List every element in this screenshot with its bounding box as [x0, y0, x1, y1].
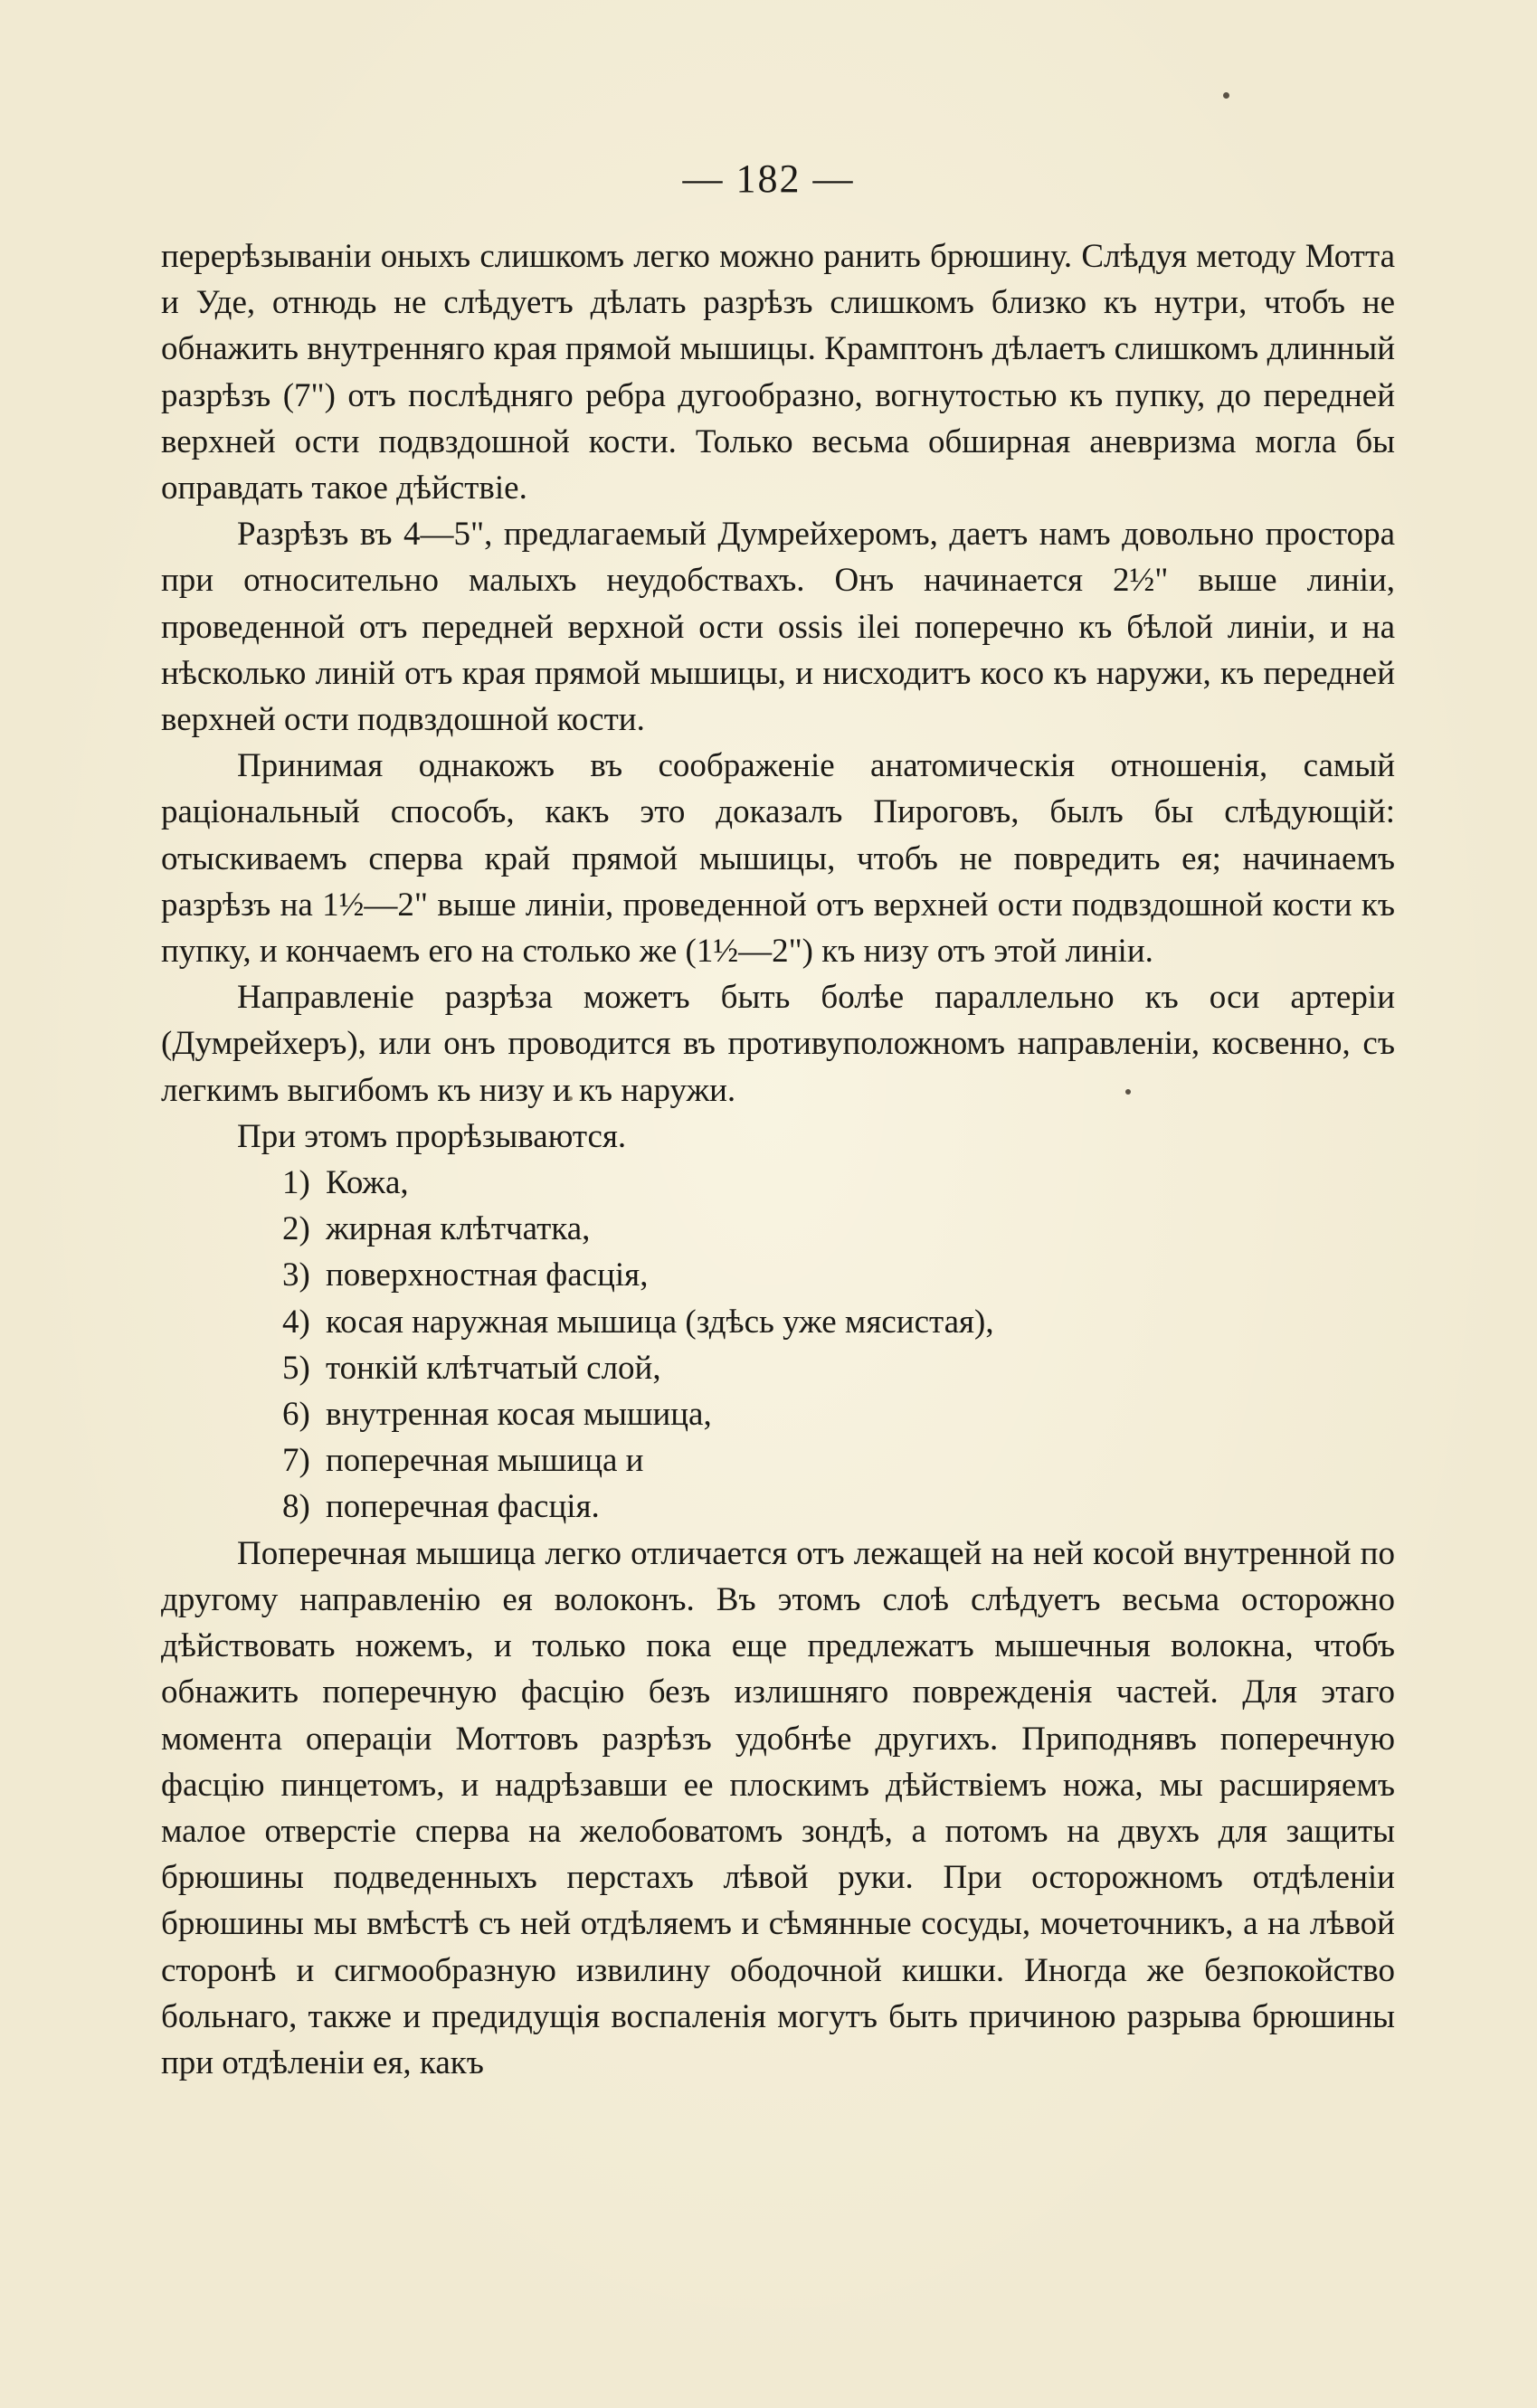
list-text: тонкій клѣтчатый слой, [326, 1349, 661, 1387]
list-text: поперечная фасція. [326, 1488, 600, 1526]
list-item [161, 1252, 1395, 1298]
paragraph: Направленіе разрѣза можетъ быть болѣе параллельно къ оси артеріи (Думрейхеръ), или онъ проводится въ противуположномъ направленіи, косвенно, съ легкимъ выгибомъ къ низу и къ наружи. [161, 979, 1395, 1109]
list-text: поперечная мышица и [326, 1442, 644, 1480]
list-number: 3) [282, 1256, 310, 1294]
paragraph: Поперечная мышица легко отличается отъ лежащей на ней косой внутренной по другому направленію ея волоконъ. Въ этомъ слоѣ слѣдуетъ весьма осторожно дѣйствовать ножемъ, и только пока еще предлежатъ мышечныя волокна, чтобъ обнажить поперечную фасцію безъ излишняго поврежденія частей. Для этаго момента операціи Моттовъ разрѣзъ удобнѣе другихъ. Приподнявъ поперечную фасцію пинцетомъ, и надрѣзавши ее плоскимъ дѣйствіемъ ножа, мы расширяемъ малое отверстіе сперва на желобоватомъ зондѣ, а потомъ на двухъ для защиты брюшины подведенныхъ перстахъ лѣвой руки. При осторожномъ отдѣленіи брюшины мы вмѣстѣ съ ней отдѣляемъ и сѣмянные сосуды, мочеточникъ, а на лѣвой сторонѣ и сигмообразную извилину ободочной кишки. Иногда же безпокойство больнаго, также и предидущія воспаленія могутъ быть причиною разрыва брюшины при отдѣленіи ея, какъ [161, 1534, 1395, 2081]
list-number: 1) [282, 1164, 310, 1202]
list-number: 5) [282, 1349, 310, 1387]
page-number: — 182 — [682, 156, 855, 201]
paragraphs-before [161, 233, 1395, 1160]
list-number: 4) [282, 1303, 310, 1341]
list-text: поверхностная фасція, [326, 1256, 649, 1294]
ink-speck [1223, 92, 1229, 99]
list-item [161, 1299, 1395, 1345]
list-number: 8) [282, 1488, 310, 1526]
list-item [161, 1345, 1395, 1391]
paragraph: перерѣзываніи оныхъ слишкомъ легко можно ранить брюшину. Слѣдуя методу Мотта и Уде, отнюдь не слѣдуетъ дѣлать разрѣзъ слишкомъ близко къ нутри, чтобъ не обнажить внутренняго края прямой мышицы. Крамптонъ дѣлаетъ слишкомъ длинный разрѣзъ (7") отъ послѣдняго ребра дугообразно, вогнутостью къ пупку, до передней верхней ости подвздошной кости. Только весьма обширная аневризма могла бы оправдать такое дѣйствіе. [161, 238, 1395, 507]
list-item [161, 1484, 1395, 1530]
list-text: жирная клѣтчатка, [326, 1210, 591, 1248]
list-item [161, 1437, 1395, 1484]
paragraph: Разрѣзъ въ 4—5", предлагаемый Думрейхеромъ, даетъ намъ довольно простора при относительно малыхъ неудобствахъ. Онъ начинается 2½" выше линіи, проведенной отъ передней верхной ости ossis ilei поперечно къ бѣлой линіи, и на нѣсколько линій отъ края прямой мышицы, и нисходитъ косо къ наружи, къ передней верхней ости подвздошной кости. [161, 516, 1395, 739]
paragraphs-after [161, 1531, 1395, 2086]
body-text [161, 233, 1395, 2086]
list-number: 2) [282, 1210, 310, 1248]
list-number: 6) [282, 1396, 310, 1434]
list-number: 7) [282, 1442, 310, 1480]
list-item [161, 1391, 1395, 1437]
paragraph: При этомъ прорѣзываются. [237, 1117, 627, 1155]
list-item [161, 1160, 1395, 1206]
list-item [161, 1206, 1395, 1252]
list-text: Кожа, [326, 1164, 409, 1202]
paragraph: Принимая однакожъ въ соображеніе анатомическія отношенія, самый раціональный способъ, какъ это доказалъ Пироговъ, былъ бы слѣдующій: отыскиваемъ сперва край прямой мышицы, чтобъ не повредить ея; начинаемъ разрѣзъ на 1½—2" выше линіи, проведенной отъ верхней ости подвздошной кости къ пупку, и кончаемъ его на столько же (1½—2") къ низу отъ этой линіи. [161, 747, 1395, 971]
layer-list [161, 1160, 1395, 1531]
list-text: внутренная косая мышица, [326, 1396, 712, 1434]
list-text: косая наружная мышица (здѣсь уже мясистая), [326, 1303, 994, 1341]
